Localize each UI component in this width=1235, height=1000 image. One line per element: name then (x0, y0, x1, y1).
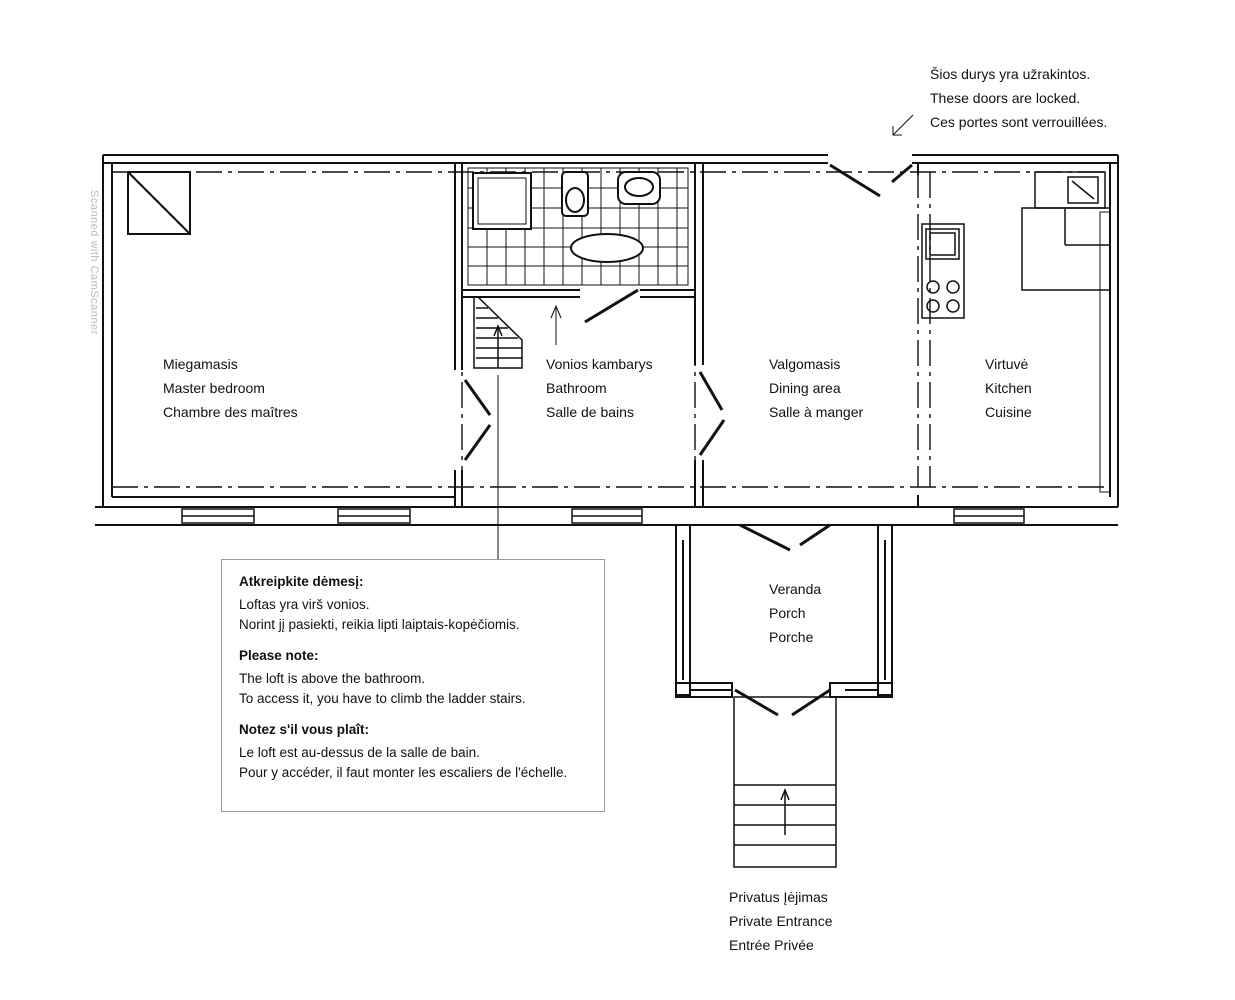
bedroom-en: Master bedroom (163, 380, 265, 396)
bedroom-skylight (128, 172, 190, 234)
bathroom-lt: Vonios kambarys (546, 356, 653, 372)
entrance-label (729, 885, 833, 957)
entrance-fr: Entrée Privée (729, 937, 814, 953)
locked-note-en: These doors are locked. (930, 90, 1081, 106)
room-label-dining (769, 352, 863, 424)
dining-lt: Valgomasis (769, 356, 841, 372)
porch-fr: Porche (769, 629, 814, 645)
porch-en: Porch (769, 605, 806, 621)
windows (182, 509, 1024, 523)
room-label-kitchen (985, 352, 1032, 424)
notice-fr-heading: Notez s'il vous plaît: (239, 722, 369, 737)
bedroom-lt: Miegamasis (163, 356, 238, 372)
dining-fr: Salle à manger (769, 404, 864, 420)
annotation-arrows (498, 115, 913, 559)
notice-en-line1: The loft is above the bathroom. (239, 671, 426, 686)
notice-lt-line1: Loftas yra virš vonios. (239, 597, 370, 612)
kitchen-fr: Cuisine (985, 404, 1032, 420)
porch-lt: Veranda (769, 581, 822, 597)
notice-lt-heading: Atkreipkite dėmesį: (239, 574, 364, 589)
locked-note-fr: Ces portes sont verrouillées. (930, 114, 1108, 130)
room-label-bathroom (546, 352, 653, 424)
bedroom-fr: Chambre des maîtres (163, 404, 298, 420)
loft-notice-box (221, 559, 605, 812)
notice-en-heading: Please note: (239, 648, 319, 663)
bathroom-fixtures (473, 172, 660, 262)
bathroom-en: Bathroom (546, 380, 607, 396)
kitchen-lt: Virtuvė (985, 356, 1029, 372)
entrance-en: Private Entrance (729, 913, 833, 929)
entrance-stairs (734, 697, 836, 867)
scanner-watermark: Scanned with CamScanner (88, 190, 100, 335)
dining-en: Dining area (769, 380, 841, 396)
exterior-walls (95, 155, 1118, 525)
notice-lt-line2: Norint jį pasiekti, reikia lipti laiptais-kopėčiomis. (239, 617, 520, 632)
notice-fr-line1: Le loft est au-dessus de la salle de bain. (239, 745, 480, 760)
room-label-porch (769, 577, 821, 649)
ladder-stairs (474, 297, 522, 368)
kitchen-appliances (922, 172, 1110, 492)
kitchen-en: Kitchen (985, 380, 1032, 396)
notice-en-line2: To access it, you have to climb the ladder stairs. (239, 691, 526, 706)
locked-note-lt: Šios durys yra užrakintos. (930, 66, 1091, 82)
ceiling-lines (112, 172, 1110, 487)
notice-fr-line2: Pour y accéder, il faut monter les escaliers de l'échelle. (239, 765, 568, 780)
entrance-lt: Privatus Įėjimas (729, 889, 828, 905)
bathroom-fr: Salle de bains (546, 404, 634, 420)
room-label-bedroom (163, 352, 298, 424)
locked-doors-note (930, 62, 1107, 134)
